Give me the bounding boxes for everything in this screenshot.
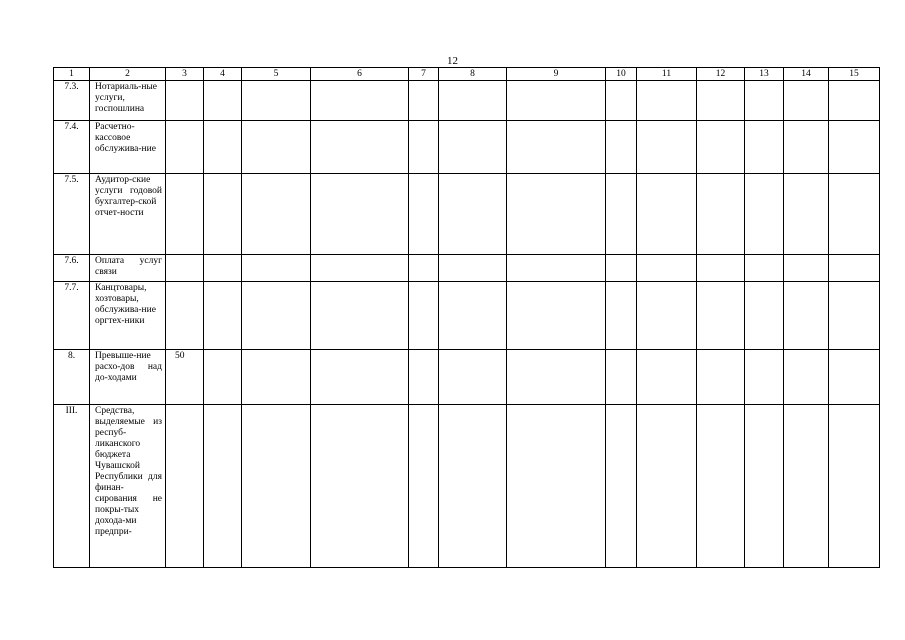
column-header: 14 <box>784 68 829 81</box>
cell-col3 <box>166 255 204 282</box>
column-header: 5 <box>242 68 311 81</box>
row-name: Аудитор-ские услуги годовой бухгалтер-ской отчет-ности <box>90 174 166 255</box>
cell-col3 <box>166 282 204 350</box>
table-row <box>54 81 880 121</box>
cell-col3 <box>166 405 204 568</box>
table-row <box>54 350 880 405</box>
row-number: 7.7. <box>54 282 90 350</box>
row-number: III. <box>54 405 90 568</box>
row-name: Превыше-ние расхо-дов над до-ходами <box>90 350 166 405</box>
row-number: 7.6. <box>54 255 90 282</box>
row-name: Средства, выделяемые из респуб-ликанского бюджета Чувашской Республики для финан-сирования не покры-тых дохода-ми предпри- <box>90 405 166 568</box>
column-header: 8 <box>439 68 507 81</box>
column-header: 6 <box>311 68 409 81</box>
row-name: Оплата услуг связи <box>90 255 166 282</box>
row-number: 8. <box>54 350 90 405</box>
column-header: 4 <box>204 68 242 81</box>
row-name: Канцтовары, хозтовары, обслужива-ние оргтех-ники <box>90 282 166 350</box>
table-row <box>54 282 880 350</box>
column-header: 7 <box>409 68 439 81</box>
cell-col3: 50 <box>166 350 204 405</box>
column-header: 11 <box>637 68 697 81</box>
row-number: 7.4. <box>54 121 90 174</box>
cell-col3 <box>166 174 204 255</box>
page-number: 12 <box>447 55 458 67</box>
column-header: 3 <box>166 68 204 81</box>
row-number: 7.3. <box>54 81 90 121</box>
column-header: 13 <box>745 68 784 81</box>
cell-col3 <box>166 81 204 121</box>
column-number-row <box>54 68 880 81</box>
report-table <box>53 67 880 568</box>
cell-col3 <box>166 121 204 174</box>
table-row <box>54 121 880 174</box>
column-header: 1 <box>54 68 90 81</box>
row-number: 7.5. <box>54 174 90 255</box>
column-header: 10 <box>606 68 637 81</box>
table-row <box>54 405 880 568</box>
column-header: 9 <box>507 68 606 81</box>
column-header: 15 <box>829 68 880 81</box>
row-name: Нотариаль-ные услуги, госпошлина <box>90 81 166 121</box>
column-header: 12 <box>697 68 745 81</box>
table-row <box>54 255 880 282</box>
row-name: Расчетно-кассовое обслужива-ние <box>90 121 166 174</box>
column-header: 2 <box>90 68 166 81</box>
table-row <box>54 174 880 255</box>
